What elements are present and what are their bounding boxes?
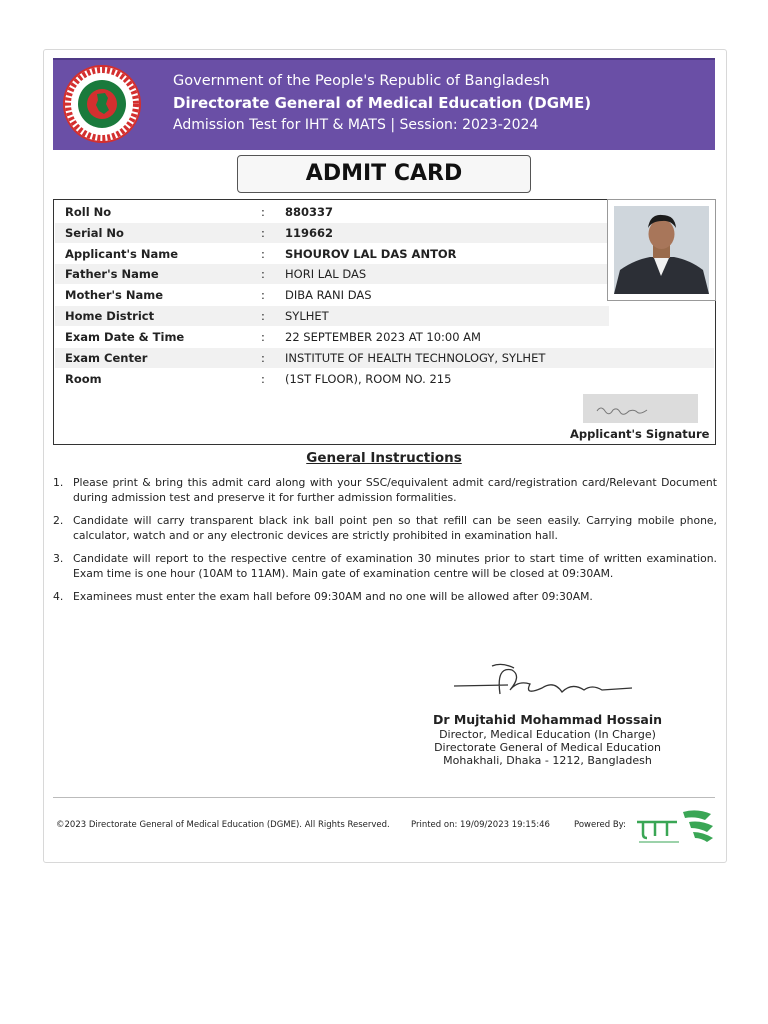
applicant-signature-image (583, 394, 698, 423)
details-row-mother-name (55, 285, 609, 305)
details-colon: : (261, 372, 265, 386)
details-label: Exam Center (65, 351, 148, 365)
instruction-text: Examinees must enter the exam hall before 09:30AM and no one will be allowed after 09:30AM. (73, 590, 593, 603)
mother-name-value: DIBA RANI DAS (285, 288, 372, 302)
instruction-item (53, 589, 717, 604)
instruction-number: 3. (53, 552, 64, 565)
details-colon: : (261, 226, 265, 240)
details-label: Roll No (65, 205, 112, 219)
instruction-number: 1. (53, 476, 64, 489)
header-government: Government of the People's Republic of Bangladesh (173, 73, 550, 89)
details-row-serial-no (55, 223, 609, 243)
details-row-father-name (55, 264, 609, 284)
director-signature-image (452, 660, 642, 710)
serial-no-value: 119662 (285, 226, 334, 240)
details-row-roll-no (55, 202, 609, 222)
director-address: Mohakhali, Dhaka - 1212, Bangladesh (443, 754, 652, 767)
instructions-title: General Instructions (306, 450, 462, 466)
header-session: Admission Test for IHT & MATS | Session: 2023-2024 (173, 117, 539, 133)
details-label: Exam Date & Time (65, 330, 185, 344)
applicant-signature-label: Applicant's Signature (570, 427, 710, 441)
details-colon: : (261, 330, 265, 344)
home-district-value: SYLHET (285, 309, 329, 323)
government-seal-icon (61, 64, 143, 144)
details-row-exam-date (55, 327, 714, 347)
father-name-value: HORI LAL DAS (285, 267, 367, 281)
details-colon: : (261, 288, 265, 302)
instruction-number: 4. (53, 590, 64, 603)
details-label: Mother's Name (65, 288, 164, 302)
footer-powered-by: Powered By: (574, 820, 626, 830)
footer-copyright: ©2023 Directorate General of Medical Education (DGME). All Rights Reserved. (56, 820, 390, 830)
details-label: Home District (65, 309, 155, 323)
details-label: Room (65, 372, 102, 386)
instruction-number: 2. (53, 514, 64, 527)
details-colon: : (261, 351, 265, 365)
room-value: (1ST FLOOR), ROOM NO. 215 (285, 372, 452, 386)
footer-divider (53, 797, 715, 798)
footer-printed-on: Printed on: 19/09/2023 19:15:46 (411, 820, 550, 830)
instruction-text: Please print & bring this admit card along with your SSC/equivalent admit card/registration card/Relevant Document during admission test and preserve it for further admission formalities. (73, 476, 717, 504)
details-colon: : (261, 247, 265, 261)
teletalk-logo-icon (633, 806, 715, 846)
header-directorate: Directorate General of Medical Education (DGME) (173, 94, 592, 112)
applicant-name-value: SHOUROV LAL DAS ANTOR (285, 247, 457, 261)
details-row-exam-center (55, 348, 714, 368)
details-colon: : (261, 267, 265, 281)
details-colon: : (261, 309, 265, 323)
details-label: Father's Name (65, 267, 159, 281)
roll-no-value: 880337 (285, 205, 334, 219)
director-title: Director, Medical Education (In Charge) (439, 728, 656, 741)
instruction-text: Candidate will report to the respective centre of examination 30 minutes prior to start time of written examination. Exam time is one hour (10AM to 11AM). Main gate of examination centre will be closed at 09:30AM. (73, 552, 717, 580)
director-office: Directorate General of Medical Education (434, 741, 661, 754)
instruction-text: Candidate will carry transparent black ink ball point pen so that refill can be seen easily. Carrying mobile phone, calculator, watch and or any electronic devices are strictly prohibited in examination hall. (73, 514, 717, 542)
director-name: Dr Mujtahid Mohammad Hossain (432, 712, 663, 727)
instructions-list (53, 475, 717, 612)
instruction-item (53, 475, 717, 505)
instruction-item (53, 551, 717, 581)
applicant-photo (607, 199, 716, 301)
details-row-room (55, 369, 714, 389)
details-row-applicant-name (55, 244, 609, 264)
page-title: ADMIT CARD (237, 155, 531, 193)
details-label: Applicant's Name (65, 247, 179, 261)
exam-center-value: INSTITUTE OF HEALTH TECHNOLOGY, SYLHET (285, 351, 546, 365)
details-colon: : (261, 205, 265, 219)
details-row-home-district (55, 306, 609, 326)
exam-date-value: 22 SEPTEMBER 2023 AT 10:00 AM (285, 330, 481, 344)
details-label: Serial No (65, 226, 124, 240)
instruction-item (53, 513, 717, 543)
